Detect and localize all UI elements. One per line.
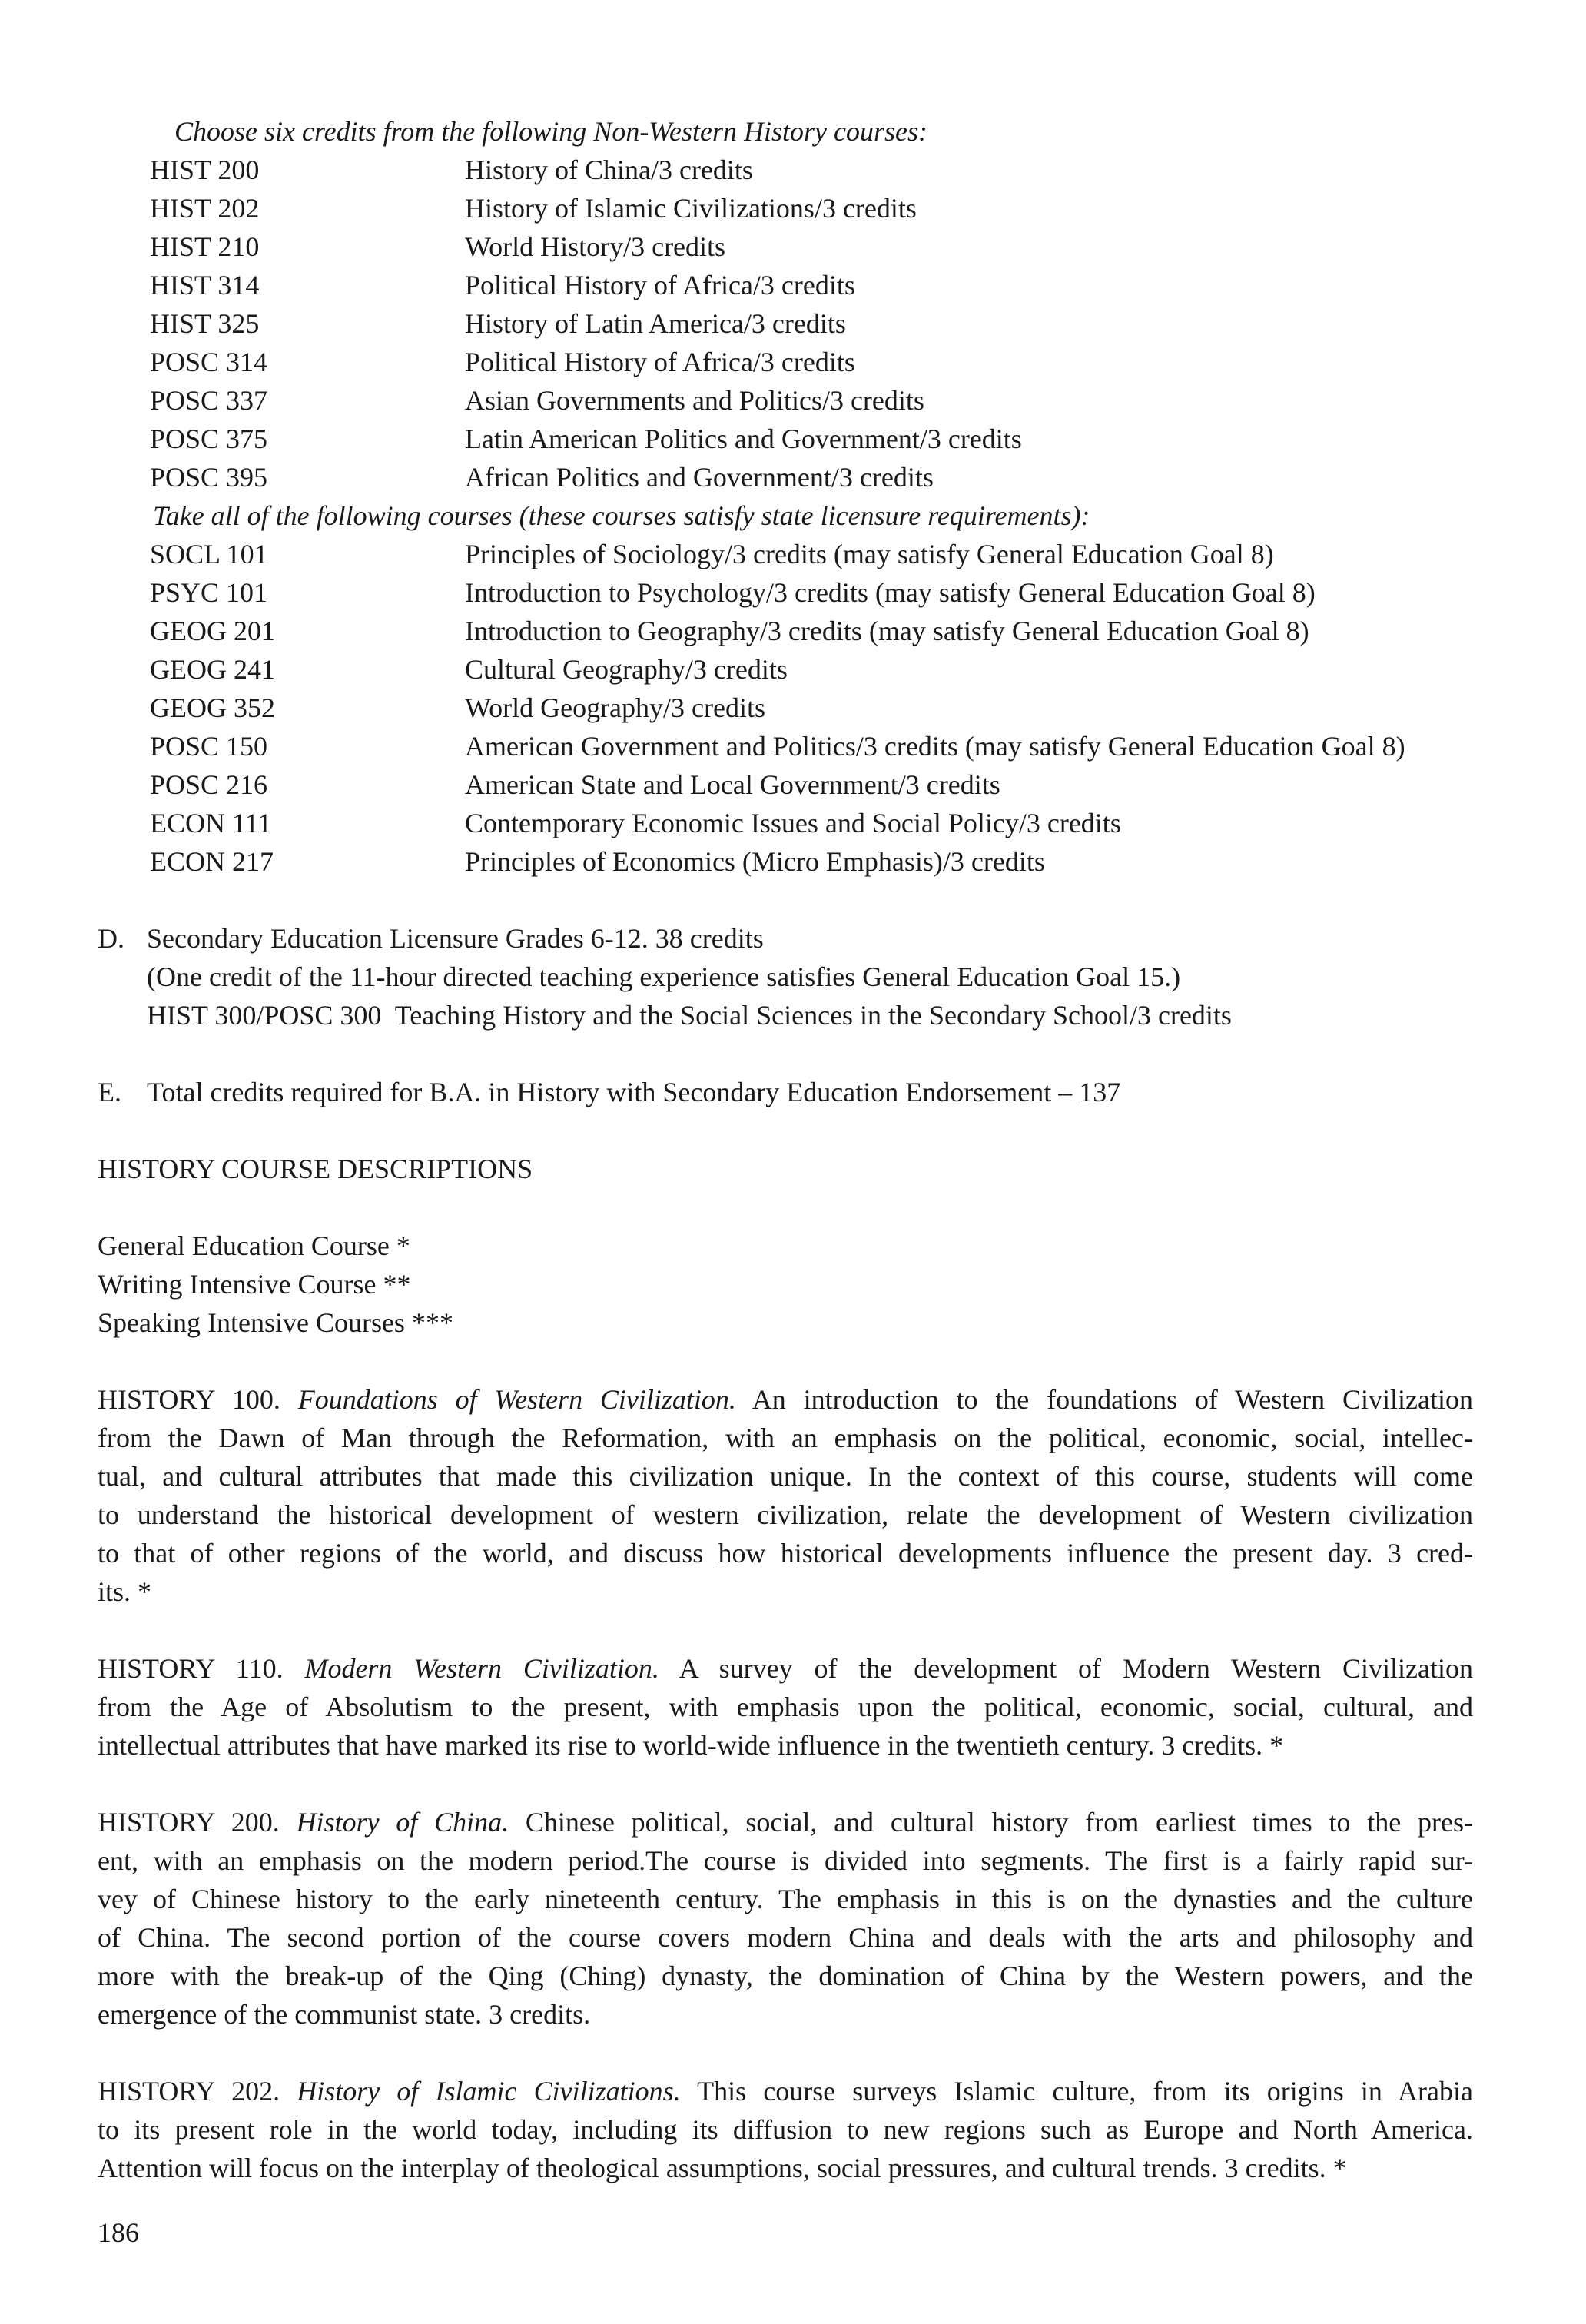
course-row [98,458,1473,496]
description-text: to that of other regions of the world, and discuss how historical developments influence the present day. 3 cred- [98,1538,1473,1569]
description-line [98,1380,1473,1419]
course-descriptions [98,1342,1473,2187]
course-code: ECON 111 [150,808,272,838]
course-description [98,1380,1473,1611]
course-title: World Geography/3 credits [465,692,765,723]
course-title: American Government and Politics/3 credits (may satisfy General Education Goal 8) [465,731,1405,762]
course-code: SOCL 101 [150,539,268,569]
course-description [98,1649,1473,1765]
description-line [98,1957,1473,1995]
description-line [98,1803,1473,1841]
section-d-text: Secondary Education Licensure Grades 6-12. 38 credits [147,923,764,954]
course-code: POSC 375 [150,423,268,454]
description-line [98,1419,1473,1457]
course-title: American State and Local Government/3 credits [465,769,1000,800]
course-code: POSC 337 [150,385,268,416]
course-code: GEOG 241 [150,654,275,685]
course-row [98,804,1473,842]
course-row [98,573,1473,612]
description-line [98,2110,1473,2149]
description-text: from the Dawn of Man through the Reformation, with an emphasis on the political, economic, social, intellec- [98,1423,1473,1453]
course-row [98,420,1473,458]
spacer [98,1611,1473,1649]
section-d [98,919,1473,1034]
course-name: History of Islamic Civilizations. [297,2076,681,2107]
description-text: tual, and cultural attributes that made this civilization unique. In the context of this course, students will come [98,1461,1473,1492]
section-d-marker: D. [98,923,124,954]
course-title: Introduction to Psychology/3 credits (may satisfy General Education Goal 8) [465,577,1316,608]
course-row [98,189,1473,227]
spacer [98,1765,1473,1803]
course-code: HIST 202 [150,193,260,224]
description-text: A survey of the development of Modern Western Civilization [659,1653,1473,1684]
course-code: POSC 314 [150,347,268,377]
course-code: GEOG 352 [150,692,275,723]
description-line [98,1649,1473,1688]
legend-writing-intensive: Writing Intensive Course ** [98,1269,411,1300]
nonwestern-course-list [98,151,1473,496]
course-title: Contemporary Economic Issues and Social Policy/3 credits [465,808,1121,838]
course-name: History of China. [296,1807,509,1838]
spacer [98,1342,1473,1380]
course-code: HIST 200 [150,154,260,185]
course-row [98,650,1473,689]
description-line [98,1457,1473,1496]
description-line [98,1841,1473,1880]
legend-speaking-intensive: Speaking Intensive Courses *** [98,1307,453,1338]
course-name: Foundations of Western Civilization. [297,1384,736,1415]
description-text: from the Age of Absolutism to the present, with emphasis upon the political, economic, social, cultural, and [98,1692,1473,1722]
description-text: Chinese political, social, and cultural history from earliest times to the pres- [509,1807,1473,1838]
course-title: World History/3 credits [465,231,726,262]
course-row [98,727,1473,765]
course-code: HIST 325 [150,308,260,339]
course-row [98,381,1473,420]
course-title: Principles of Economics (Micro Emphasis)/3 credits [465,846,1045,877]
description-line [98,1726,1473,1765]
section-e-text: Total credits required for B.A. in History with Secondary Education Endorsement – 137 [147,1077,1121,1107]
course-description [98,2072,1473,2187]
course-code: HIST 210 [150,231,260,262]
course-title: Political History of Africa/3 credits [465,347,855,377]
course-code: POSC 395 [150,462,268,493]
description-line [98,1496,1473,1534]
course-row [98,151,1473,189]
description-text: its. * [98,1576,152,1607]
description-line [98,2072,1473,2110]
course-description [98,1803,1473,2034]
document-page [98,112,1473,2187]
course-row [98,689,1473,727]
course-row [98,343,1473,381]
course-code: POSC 150 [150,731,268,762]
section-d-course: HIST 300/POSC 300 Teaching History and the Social Sciences in the Secondary School/3 credits [147,1000,1232,1031]
description-line [98,1880,1473,1918]
description-text: This course surveys Islamic culture, from its origins in Arabia [680,2076,1473,2107]
description-line [98,1572,1473,1611]
course-code: GEOG 201 [150,616,275,646]
course-row [98,535,1473,573]
course-name: Modern Western Civilization. [304,1653,659,1684]
course-code: POSC 216 [150,769,268,800]
section-e-marker: E. [98,1077,121,1107]
course-code: ECON 217 [150,846,274,877]
description-text: emergence of the communist state. 3 credits. [98,1999,591,2030]
description-text: An introduction to the foundations of Western Civilization [735,1384,1473,1415]
course-title: Introduction to Geography/3 credits (may satisfy General Education Goal 8) [465,616,1309,646]
course-title: Cultural Geography/3 credits [465,654,788,685]
description-text: to its present role in the world today, including its diffusion to new regions such as Europe and North America. [98,2114,1473,2145]
legend-general-education: General Education Course * [98,1230,410,1261]
course-title: History of Islamic Civilizations/3 credits [465,193,917,224]
course-label: HISTORY 200. [98,1807,280,1838]
course-row [98,304,1473,343]
description-text: more with the break-up of the Qing (Ching) dynasty, the domination of China by the Western powers, and the [98,1960,1473,1991]
course-label: HISTORY 100. [98,1384,280,1415]
course-title: Political History of Africa/3 credits [465,270,855,300]
descriptions-heading: HISTORY COURSE DESCRIPTIONS [98,1154,533,1184]
description-line [98,1995,1473,2034]
course-title: Principles of Sociology/3 credits (may satisfy General Education Goal 8) [465,539,1274,569]
description-line [98,1688,1473,1726]
section-e [98,1073,1473,1111]
course-row [98,612,1473,650]
description-text: to understand the historical development of western civilization, relate the development of Western civilization [98,1499,1473,1530]
description-text: ent, with an emphasis on the modern period.The course is divided into segments. The first is a fairly rapid sur- [98,1845,1473,1876]
description-text: of China. The second portion of the course covers modern China and deals with the arts and philosophy and [98,1922,1473,1953]
spacer [98,2034,1473,2072]
course-row [98,266,1473,304]
course-code: PSYC 101 [150,577,268,608]
course-title: Latin American Politics and Government/3 credits [465,423,1022,454]
licensure-header: Take all of the following courses (these courses satisfy state licensure requirements): [153,500,1090,531]
description-text: vey of Chinese history to the early nineteenth century. The emphasis in this is on the dynasties and the culture [98,1884,1473,1914]
course-row [98,765,1473,804]
nonwestern-header: Choose six credits from the following Non-Western History courses: [174,116,927,147]
course-label: HISTORY 202. [98,2076,280,2107]
description-line [98,2149,1473,2187]
description-text: Attention will focus on the interplay of theological assumptions, social pressures, and cultural trends. 3 credits. * [98,2153,1347,2183]
description-text: intellectual attributes that have marked its rise to world-wide influence in the twentieth century. 3 credits. * [98,1730,1284,1761]
course-row [98,842,1473,881]
course-title: History of China/3 credits [465,154,753,185]
licensure-course-list [98,535,1473,881]
course-title: African Politics and Government/3 credits [465,462,934,493]
course-title: History of Latin America/3 credits [465,308,846,339]
description-line [98,1918,1473,1957]
course-label: HISTORY 110. [98,1653,284,1684]
course-code: HIST 314 [150,270,260,300]
course-row [98,227,1473,266]
description-line [98,1534,1473,1572]
page-number: 186 [98,2217,139,2248]
course-title: Asian Governments and Politics/3 credits [465,385,924,416]
section-d-note: (One credit of the 11-hour directed teaching experience satisfies General Education Goal 15.) [147,961,1181,992]
